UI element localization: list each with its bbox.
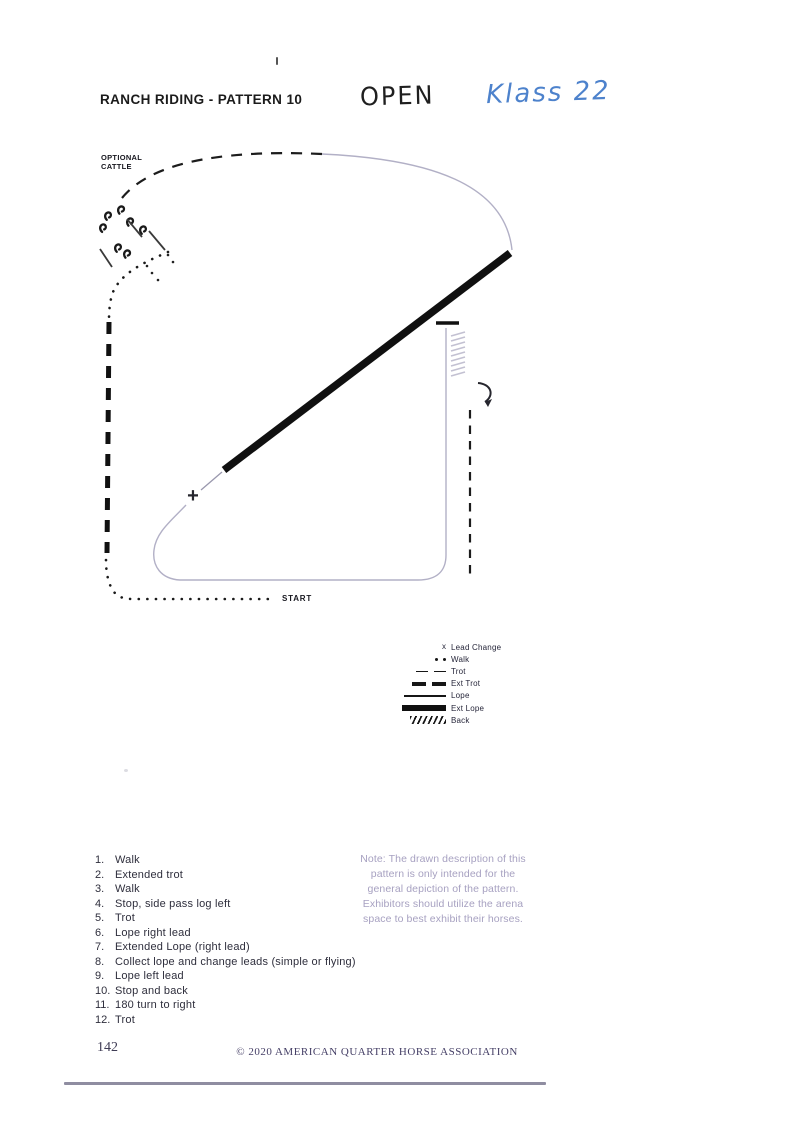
gait-legend [396,641,556,726]
lead-change-mark: + [187,485,199,507]
footer-divider [64,1082,546,1085]
lope-line-icon [404,695,446,697]
legend-label: Lope [451,691,470,701]
note-line: general depiction of the pattern. [367,883,519,895]
maneuver-number: 6. [95,926,105,939]
maneuver-number: 9. [95,970,105,983]
back-hatch-icon [410,716,446,724]
page-number: 142 [97,1040,118,1055]
back-hatch-marks [451,332,465,376]
legend-row-walk [396,653,556,665]
pattern-note [346,852,540,927]
maneuver-text: Lope right lead [115,926,191,939]
lope-thin-top-curve [322,154,512,250]
page-title: RANCH RIDING - PATTERN 10 [100,92,303,107]
copyright-line: © 2020 AMERICAN QUARTER HORSE ASSOCIATION [236,1046,518,1058]
legend-row-ext-trot [396,678,556,690]
legend-label: Back [451,715,470,725]
maneuver-text: Collect lope and change leads (simple or flying) [115,955,356,968]
trot-dash-icon [434,671,446,673]
trot-dashed-top-curve [122,153,322,198]
maneuver-number: 5. [95,912,105,925]
maneuver-text: Stop and back [115,984,188,997]
lead-change-x-icon: x [442,642,446,652]
ext-lope-thick-diagonal [224,253,510,470]
turn-180-arrow [478,383,491,402]
maneuver-text: Extended trot [115,868,184,881]
cattle-symbols [98,206,147,258]
maneuver-text: Walk [115,883,140,896]
legend-row-lead-change [396,641,556,653]
maneuver-item [95,984,425,999]
legend-row-ext-lope [396,702,556,714]
maneuver-number: 10. [95,984,111,997]
maneuver-text: 180 turn to right [115,999,196,1012]
maneuver-number: 3. [95,883,105,896]
legend-label: Lead Change [451,642,502,652]
note-line: pattern is only intended for the [370,868,516,880]
optional-cattle-line1: OPTIONAL [101,153,143,162]
cattle-slash-marks [100,219,165,267]
handwritten-open-annotation: OPEN [359,80,435,112]
maneuver-number: 8. [95,955,105,968]
maneuver-item [95,969,425,984]
maneuver-text: Walk [115,854,140,866]
note-line: space to best exhibit their horses. [363,913,523,925]
legend-label: Walk [451,654,470,664]
maneuver-text: Trot [115,1014,135,1027]
ext-trot-dash-icon [432,682,446,686]
ext-trot-dash-icon [412,682,426,686]
optional-cattle-label [101,153,142,171]
maneuver-item [95,940,425,955]
maneuver-number: 1. [95,854,105,866]
maneuver-text: Stop, side pass log left [115,897,231,910]
maneuver-item [95,926,425,941]
maneuver-text: Extended Lope (right lead) [115,941,250,954]
legend-row-trot [396,665,556,677]
maneuver-item [95,1013,425,1028]
maneuver-number: 2. [95,868,105,881]
cattle-scatter-dots [146,254,175,282]
maneuver-text: Trot [115,912,135,925]
ext-trot-thick-dashed-left [107,322,109,553]
maneuver-item [95,955,425,970]
legend-label: Ext Lope [451,703,485,713]
maneuver-number: 11. [95,999,110,1012]
trot-dash-icon [416,671,428,673]
walk-dots-icon [443,658,446,661]
lope-connector-line [201,472,222,490]
maneuver-item [95,998,425,1013]
maneuver-number: 12. [95,1014,111,1027]
handwritten-klass-annotation: Klass 22 [485,75,612,111]
lope-bottom-loop [154,328,446,580]
scan-speck [124,769,128,772]
note-line: Exhibitors should utilize the arena [362,898,524,910]
walk-dots-icon [435,658,438,661]
start-label: START [282,594,313,603]
legend-label: Trot [451,666,466,676]
maneuver-text: Lope left lead [115,970,184,983]
walk-dots-upper-left [109,252,168,320]
optional-cattle-line2: CATTLE [101,162,132,171]
maneuver-number: 7. [95,941,105,954]
legend-row-lope [396,690,556,702]
legend-label: Ext Trot [451,679,481,689]
legend-row-back [396,714,556,726]
maneuver-number: 4. [95,897,105,910]
note-line: Note: The drawn description of this [360,853,526,865]
ext-lope-bar-icon [402,705,446,712]
